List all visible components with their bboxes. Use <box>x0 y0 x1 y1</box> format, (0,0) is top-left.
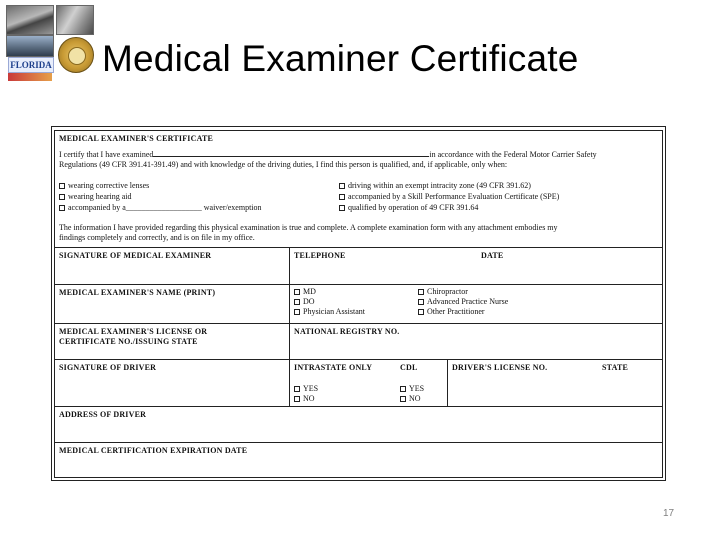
page-number: 17 <box>663 508 675 519</box>
credential-do[interactable]: DO <box>294 297 315 306</box>
checkbox-icon[interactable] <box>294 386 300 392</box>
date-label: DATE <box>481 251 504 260</box>
registry-field[interactable]: NATIONAL REGISTRY NO. <box>294 327 400 336</box>
checkbox-icon[interactable] <box>294 309 300 315</box>
condition-hearing-aid[interactable]: wearing hearing aid <box>59 192 132 201</box>
expiration-label: MEDICAL CERTIFICATION EXPIRATION DATE <box>59 446 248 455</box>
medical-examiner-certificate-form <box>54 130 663 478</box>
condition-grandfathered[interactable]: qualified by operation of 49 CFR 391.64 <box>339 203 478 212</box>
cdl-yes[interactable]: YES <box>400 384 424 393</box>
condition-corrective-lenses[interactable]: wearing corrective lenses <box>59 181 149 190</box>
road-photo-image <box>6 35 54 57</box>
condition-intracity-zone[interactable]: driving within an exempt intracity zone (49 CFR 391.62) <box>339 181 531 190</box>
info-line-1: The information I have provided regarding this physical examination is true and complete. A complete examination form with any attachment embodies my <box>59 223 558 232</box>
state-seal-icon <box>58 37 94 73</box>
checkbox-icon[interactable] <box>418 309 424 315</box>
inspection-photo-image <box>56 5 94 35</box>
info-line-2: findings completely and correctly, and is on file in my office. <box>59 233 255 242</box>
cert-line-1-prefix: I certify that I have examined <box>59 150 154 159</box>
cert-line-2: Regulations (49 CFR 391.41-391.49) and with knowledge of the driving duties, I find this person is qualified, and, if applicable, only when: <box>59 160 508 169</box>
cert-line-1 <box>59 149 597 159</box>
examiner-signature-row <box>55 248 662 285</box>
intrastate-cdl-field <box>290 360 448 406</box>
state-label: STATE <box>602 363 629 372</box>
credentials-field <box>290 285 664 323</box>
examiner-name-field[interactable]: MEDICAL EXAMINER'S NAME (PRINT) <box>55 285 290 323</box>
checkbox-icon[interactable] <box>400 386 406 392</box>
intrastate-yes[interactable]: YES <box>294 384 318 393</box>
expiration-date-row[interactable] <box>55 443 662 477</box>
checkbox-icon[interactable] <box>339 205 345 211</box>
license-field[interactable]: MEDICAL EXAMINER'S LICENSE OR CERTIFICATE NO./ISSUING STATE <box>55 324 290 359</box>
checkbox-icon[interactable] <box>294 396 300 402</box>
credential-chiropractor[interactable]: Chiropractor <box>418 287 468 296</box>
form-heading: MEDICAL EXAMINER'S CERTIFICATE <box>59 134 214 143</box>
checkbox-icon[interactable] <box>418 299 424 305</box>
drivers-license-field[interactable] <box>448 360 664 406</box>
license-row <box>55 324 662 360</box>
examiner-signature-field[interactable]: SIGNATURE OF MEDICAL EXAMINER <box>55 248 290 284</box>
florida-logo: FLORIDA <box>8 57 54 73</box>
telephone-label: TELEPHONE <box>294 251 346 260</box>
examiner-name-row <box>55 285 662 324</box>
cdl-label: CDL <box>400 363 418 372</box>
intrastate-no[interactable]: NO <box>294 394 315 403</box>
driver-name-line[interactable] <box>153 149 429 157</box>
logo-cluster <box>6 5 94 85</box>
cert-line-1-suffix: in accordance with the Federal Motor Carrier Safety <box>429 150 597 159</box>
condition-waiver[interactable]: accompanied by a___________________ waiver/exemption <box>59 203 262 212</box>
intrastate-label: INTRASTATE ONLY <box>294 363 373 372</box>
driver-signature-row <box>55 360 662 407</box>
checkbox-icon[interactable] <box>339 194 345 200</box>
checkbox-icon[interactable] <box>339 183 345 189</box>
credential-apn[interactable]: Advanced Practice Nurse <box>418 297 508 306</box>
certification-section <box>55 131 662 248</box>
driver-address-row[interactable] <box>55 407 662 443</box>
credential-md[interactable]: MD <box>294 287 316 296</box>
florida-logo-stripe <box>8 73 52 81</box>
checkbox-icon[interactable] <box>59 194 65 200</box>
credential-other[interactable]: Other Practitioner <box>418 307 485 316</box>
checkbox-icon[interactable] <box>294 299 300 305</box>
checkbox-icon[interactable] <box>59 205 65 211</box>
checkbox-icon[interactable] <box>418 289 424 295</box>
checkbox-icon[interactable] <box>294 289 300 295</box>
drivers-license-label: DRIVER'S LICENSE NO. <box>452 363 548 372</box>
telephone-date-field[interactable] <box>290 248 664 284</box>
truck-photo-image <box>6 5 54 35</box>
credential-pa[interactable]: Physician Assistant <box>294 307 365 316</box>
address-label: ADDRESS OF DRIVER <box>59 410 147 419</box>
condition-spe-certificate[interactable]: accompanied by a Skill Performance Evaluation Certificate (SPE) <box>339 192 559 201</box>
cdl-no[interactable]: NO <box>400 394 421 403</box>
checkbox-icon[interactable] <box>400 396 406 402</box>
checkbox-icon[interactable] <box>59 183 65 189</box>
driver-signature-field[interactable]: SIGNATURE OF DRIVER <box>55 360 290 406</box>
slide-title: Medical Examiner Certificate <box>102 38 579 79</box>
